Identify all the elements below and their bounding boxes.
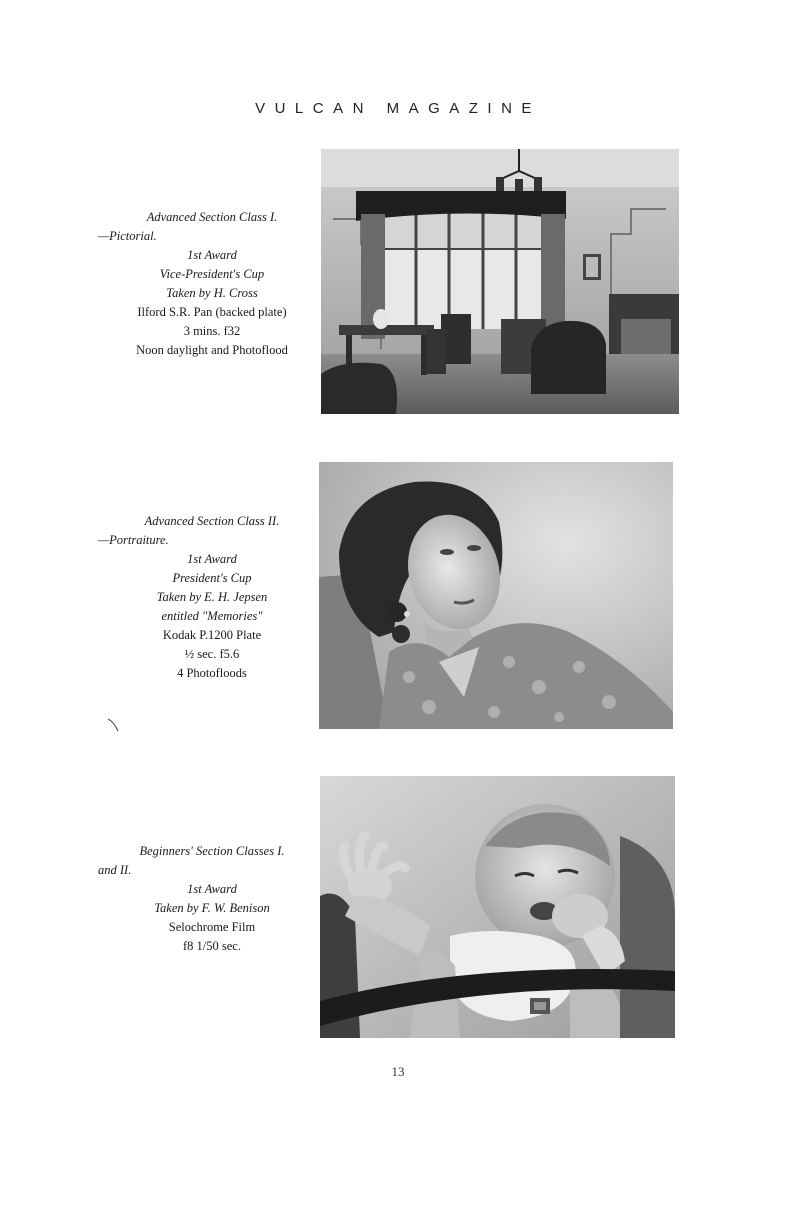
caption-exposure: ½ sec. f5.6 (184, 647, 240, 661)
caption-category: —Portraiture. (98, 533, 169, 547)
caption-award: 1st Award (187, 882, 237, 896)
caption-exposure: 3 mins. f32 (183, 324, 241, 338)
caption-section: Beginners' Section Classes I. (139, 844, 285, 858)
page-number: 13 (391, 1064, 405, 1079)
caption-photographer: Taken by E. H. Jepsen (156, 590, 268, 604)
caption-photographer: Taken by F. W. Benison (154, 901, 270, 915)
caption-exposure: f8 1/50 sec. (183, 939, 241, 953)
photo-caption-1 (82, 208, 342, 360)
caption-section: Advanced Section Class II. (144, 514, 280, 528)
caption-title: entitled "Memories" (161, 609, 263, 623)
baby-photo (320, 776, 675, 1038)
caption-cup: Vice-President's Cup (159, 267, 265, 281)
photo-caption-3 (82, 842, 342, 956)
interior-room-photo (321, 149, 679, 414)
caption-section-cont: and II. (98, 863, 132, 877)
caption-category: —Pictorial. (98, 229, 157, 243)
caption-section: Advanced Section Class I. (146, 210, 278, 224)
photo-caption-2 (82, 512, 342, 683)
woman-portrait-photo (319, 462, 673, 729)
caption-cup: President's Cup (172, 571, 252, 585)
caption-film: Selochrome Film (168, 920, 256, 934)
caption-photographer: Taken by H. Cross (166, 286, 258, 300)
caption-award: 1st Award (187, 552, 237, 566)
magazine-masthead: VULCAN MAGAZINE (255, 100, 541, 117)
caption-award: 1st Award (187, 248, 237, 262)
caption-film: Ilford S.R. Pan (backed plate) (137, 305, 287, 319)
stray-ink-mark (107, 718, 119, 732)
caption-lighting: Noon daylight and Photoflood (136, 343, 288, 357)
caption-plate: Kodak P.1200 Plate (162, 628, 262, 642)
caption-lighting: 4 Photofloods (177, 666, 247, 680)
